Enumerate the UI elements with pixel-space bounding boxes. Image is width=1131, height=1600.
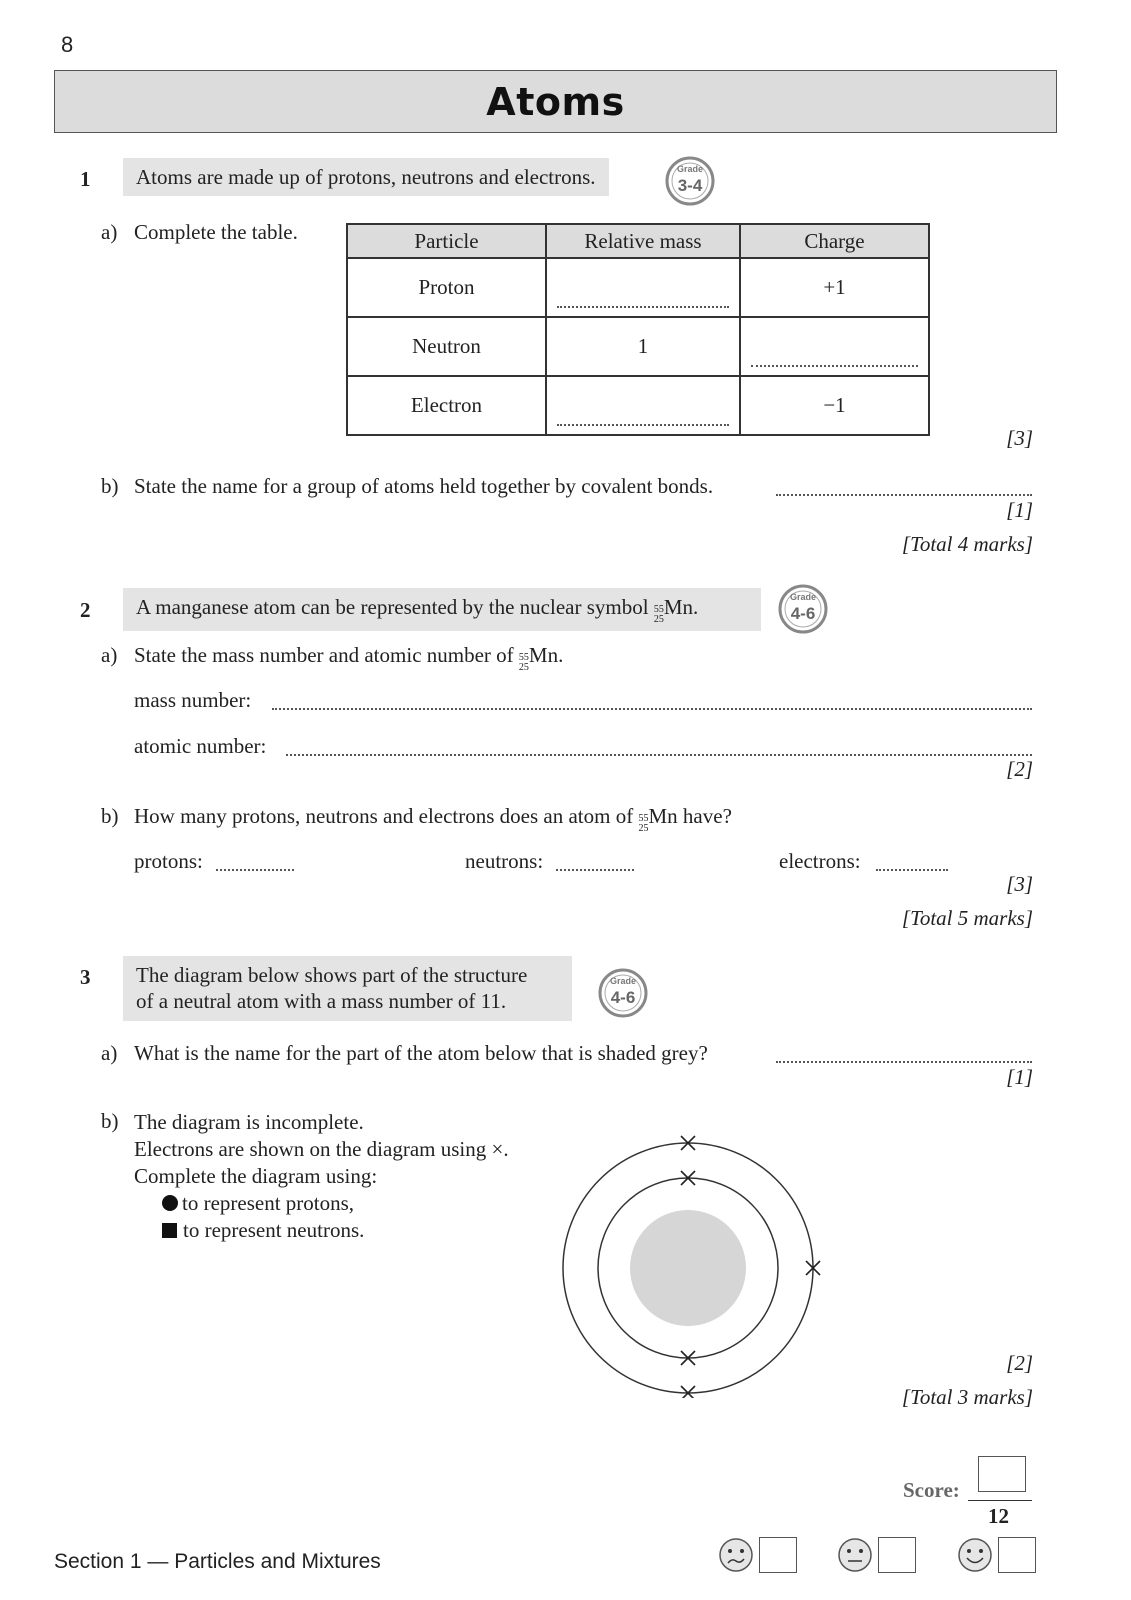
question-2-stem: A manganese atom can be represented by the nuclear symbol $^{55 25}$ Mn. [123, 588, 761, 631]
page-title: Atoms [486, 79, 625, 124]
svg-text:3-4: 3-4 [677, 176, 703, 195]
svg-text:Grade: Grade [609, 976, 637, 986]
q1a-text: Complete the table. [134, 220, 298, 244]
neutron-key: to represent neutrons. [134, 1217, 509, 1244]
q2a-letter: a) [101, 643, 118, 667]
header-relative-mass: Relative mass [546, 224, 740, 258]
nucleus [630, 1210, 746, 1326]
cell-charge-answer[interactable] [740, 317, 929, 376]
cell-charge: +1 [740, 258, 929, 317]
header-particle: Particle [347, 224, 546, 258]
grade-badge-4-6 [598, 968, 648, 1024]
q2a-marks: [2] [1006, 757, 1033, 781]
neutral-tick-box[interactable] [878, 1537, 916, 1573]
mass-number-label: mass number: [134, 688, 252, 712]
q3a-text: What is the name for the part of the atom below that is shaded grey? [134, 1041, 708, 1065]
q1a-letter: a) [101, 220, 118, 244]
question-1-stem: Atoms are made up of protons, neutrons and electrons. [123, 158, 609, 196]
page-number: 8 [61, 32, 74, 57]
score-divider [968, 1500, 1032, 1501]
particle-table [346, 223, 930, 436]
table-row [347, 258, 929, 317]
filled-square-icon [162, 1223, 177, 1238]
cell-mass-answer[interactable] [546, 258, 740, 317]
proton-key: to represent protons, [134, 1190, 509, 1217]
score-box[interactable] [978, 1456, 1026, 1492]
cell-charge: −1 [740, 376, 929, 435]
q1b-letter: b) [101, 474, 119, 498]
cell-particle: Electron [347, 376, 546, 435]
q2b-marks: [3] [1006, 872, 1033, 896]
q1b-marks: [1] [1006, 498, 1033, 522]
question-1-number: 1 [80, 167, 91, 191]
mass-number-answer-line[interactable] [272, 708, 1032, 710]
electron-cross-icon [681, 1386, 695, 1398]
frown-tick-box[interactable] [759, 1537, 797, 1573]
section-footer: Section 1 — Particles and Mixtures [54, 1550, 381, 1573]
nuclear-symbol-numbers: 55 25 [653, 604, 664, 625]
smile-tick-box[interactable] [998, 1537, 1036, 1573]
atomic-number-answer-line[interactable] [286, 754, 1032, 756]
question-3-number: 3 [80, 965, 91, 989]
protons-answer-line[interactable] [216, 869, 294, 871]
neutrons-label: neutrons: [465, 849, 544, 873]
q2b-letter: b) [101, 804, 119, 828]
q3b-instructions: The diagram is incomplete. Electrons are shown on the diagram using ×. Complete the diagram using: to represent protons, to represent neutrons. [134, 1110, 509, 1242]
atomic-number-label: atomic number: [134, 734, 267, 758]
atom-diagram[interactable] [560, 1128, 830, 1404]
electrons-label: electrons: [779, 849, 861, 873]
q2b-text: How many protons, neutrons and electrons does an atom of $^{55 25}$ Mn have? [134, 804, 732, 834]
cell-mass-answer[interactable] [546, 376, 740, 435]
protons-label: protons: [134, 849, 203, 873]
filled-circle-icon [162, 1195, 178, 1211]
frown-face-icon [718, 1537, 754, 1579]
q1b-text: State the name for a group of atoms held together by covalent bonds. [134, 474, 714, 498]
q3a-marks: [1] [1006, 1065, 1033, 1089]
header-charge: Charge [740, 224, 929, 258]
q1a-marks: [3] [1006, 426, 1033, 450]
title-bar [54, 70, 1057, 133]
question-2-number: 2 [80, 598, 91, 622]
q3b-marks: [2] [1006, 1351, 1033, 1375]
q3-total: [Total 3 marks] [901, 1385, 1033, 1409]
table-row [347, 317, 929, 376]
cell-mass: 1 [546, 317, 740, 376]
q3a-answer-line[interactable] [776, 1061, 1032, 1063]
score-total: 12 [988, 1504, 1009, 1528]
q3b-letter: b) [101, 1109, 119, 1133]
question-3-stem: The diagram below shows part of the structure of a neutral atom with a mass number of 11. [123, 956, 572, 1021]
svg-text:Grade: Grade [676, 164, 704, 174]
electrons-answer-line[interactable] [876, 869, 948, 871]
neutral-face-icon [837, 1537, 873, 1579]
cell-particle: Neutron [347, 317, 546, 376]
grade-badge-4-6 [778, 584, 828, 640]
svg-text:4-6: 4-6 [610, 988, 636, 1007]
q1-total: [Total 4 marks] [901, 532, 1033, 556]
q1b-answer-line[interactable] [776, 494, 1032, 496]
table-row [347, 376, 929, 435]
svg-text:4-6: 4-6 [790, 604, 816, 623]
q2-total: [Total 5 marks] [901, 906, 1033, 930]
svg-text:Grade: Grade [789, 592, 817, 602]
score-label: Score: [903, 1478, 960, 1502]
neutrons-answer-line[interactable] [556, 869, 634, 871]
q3a-letter: a) [101, 1041, 118, 1065]
smile-face-icon [957, 1537, 993, 1579]
grade-badge-3-4 [665, 156, 715, 212]
q2a-text: State the mass number and atomic number of $^{55 25}$ Mn. [134, 643, 564, 673]
cell-particle: Proton [347, 258, 546, 317]
